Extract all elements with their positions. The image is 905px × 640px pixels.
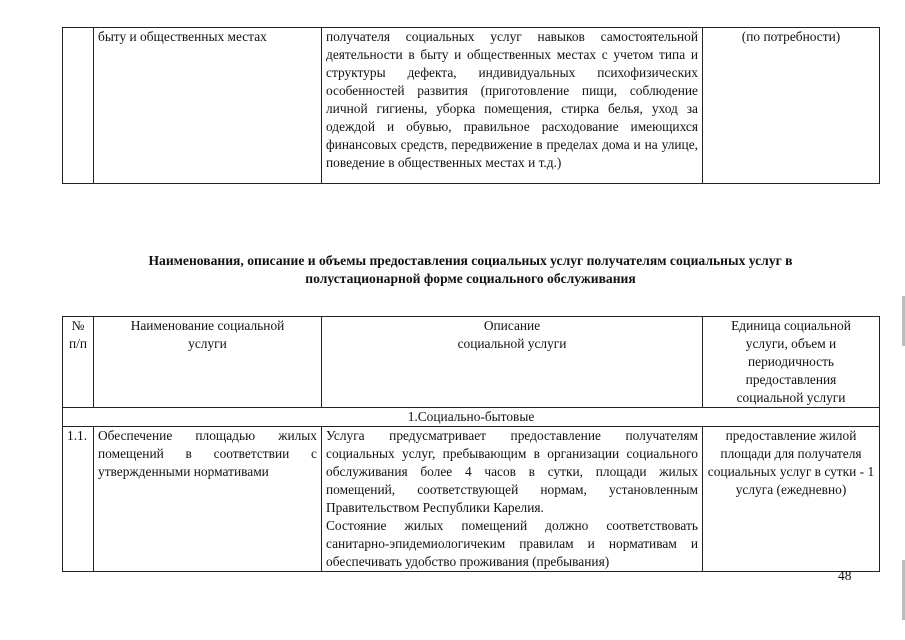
header-unit-line: периодичность [747,354,835,369]
header-name-line: Наименование социальной [130,318,285,333]
service-name-cell: быту и общественных местах [94,28,322,184]
section-title: 1.Социально-бытовые [63,408,880,427]
header-unit-line: социальной услуги [736,390,846,405]
header-name-line: услуги [188,336,227,351]
description-paragraph: Услуга предусматривает предоставление получателям социальных услуг, пребывающим в организации социального обслуживания более 4 часов в сутки, площади жилых помещений, соответствующей нормам, установленным Правительством Республики Карелия. [326,428,698,515]
table-row [63,28,880,184]
services-table [62,316,880,572]
section-heading [62,252,879,288]
service-unit-cell: (по потребности) [703,28,880,184]
header-unit [703,317,880,408]
header-number-line: п/п [68,336,88,351]
row-number-cell: 1.1. [63,427,94,572]
header-unit-line: предоставления [745,372,837,387]
service-unit-cell: предоставление жилой площади для получателя социальных услуг в сутки - 1 услуга (ежедневно) [703,427,880,572]
heading-line-2: полустационарной форме социального обслуживания [305,271,636,286]
header-description [322,317,703,408]
service-name-cell: Обеспечение площадью жилых помещений в соответствии с утвержденными нормативами [94,427,322,572]
table-row [63,427,880,572]
description-paragraph: Состояние жилых помещений должно соответствовать санитарно-эпидемиологичеким правилам и нормативам и обеспечивать удобство проживания (пребывания) [326,518,698,569]
continued-services-table [62,27,880,184]
header-unit-line: Единица социальной [731,318,851,333]
service-description-cell: получателя социальных услуг навыков самостоятельной деятельности в быту и общественных местах с учетом типа и структуры дефекта, индивидуальных психофизических особенностей развития (приготовление пищи, соблюдение личной гигиены, уборка помещения, стирка белья, уход за одеждой и обувью, правильное расходование имеющихся финансовых средств, передвижение в пределах дома и на улице, поведение в общественных местах и т.д.) [322,28,703,184]
page-number: 48 [838,568,852,583]
header-number-line: № [71,318,85,333]
header-service-name [94,317,322,408]
header-number [63,317,94,408]
service-description-cell [322,427,703,572]
section-title-row [63,408,880,427]
heading-line-1: Наименования, описание и объемы предоставления социальных услуг получателям социальных услуг в [148,253,793,268]
header-desc-line: социальной услуги [457,336,567,351]
header-unit-line: услуги, объем и [745,336,837,351]
header-desc-line: Описание [483,318,541,333]
row-number-cell [63,28,94,184]
table-header-row [63,317,880,408]
